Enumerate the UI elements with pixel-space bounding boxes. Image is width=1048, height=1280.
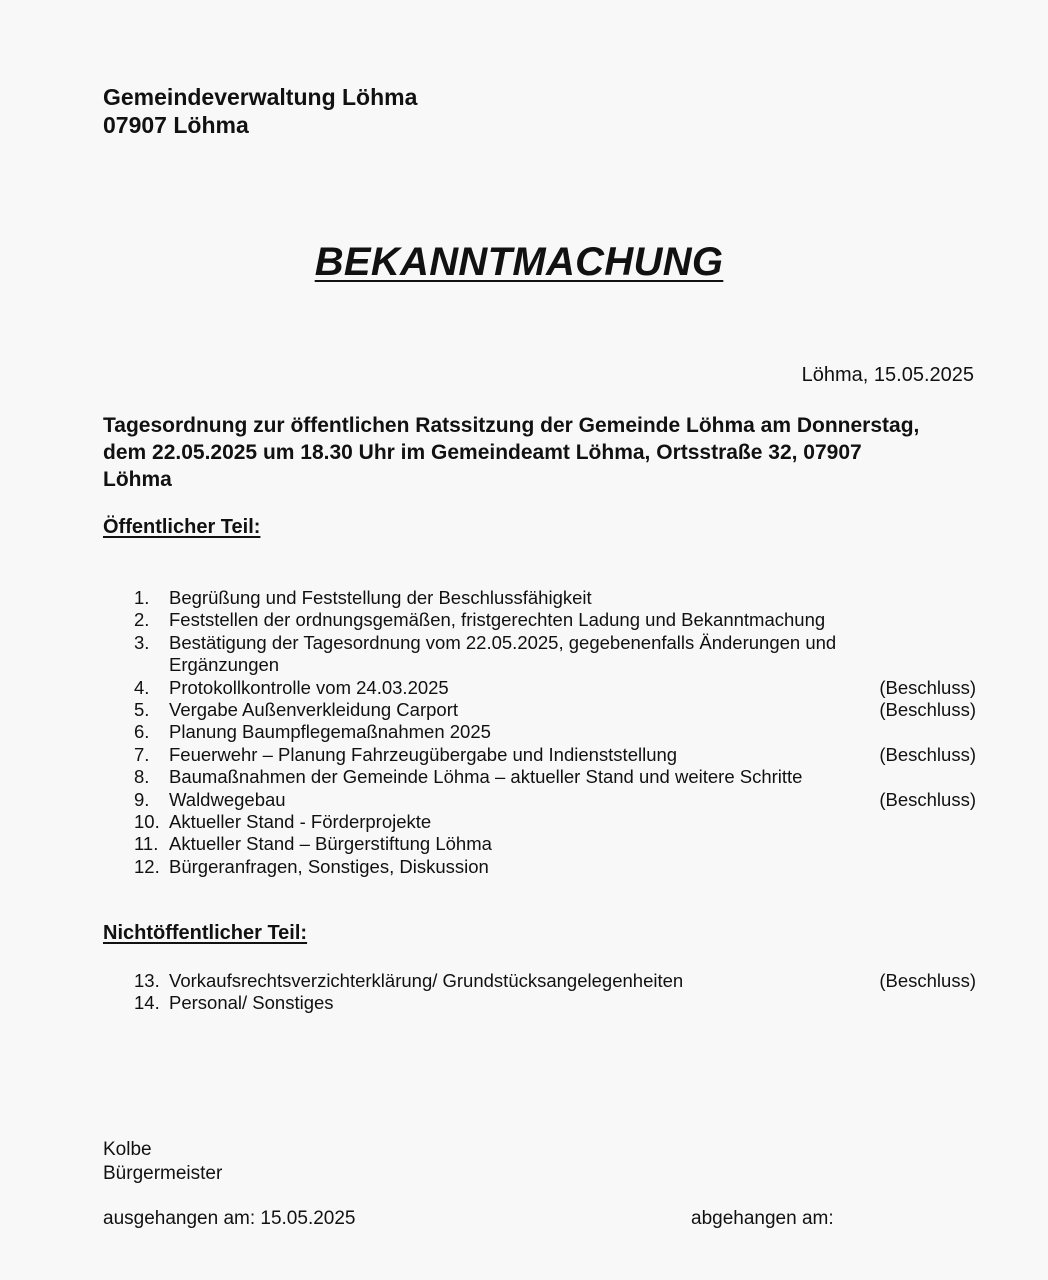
- agenda-item-note: (Beschluss): [879, 970, 976, 991]
- agenda-item-text: Bürgeranfragen, Sonstiges, Diskussion: [169, 855, 489, 877]
- agenda-item-number: 5.: [134, 699, 150, 721]
- agenda-item-number: 7.: [134, 743, 150, 765]
- agenda-item-number: 8.: [134, 766, 150, 788]
- public-section-label: Öffentlicher Teil:: [103, 516, 261, 538]
- agenda-item: [134, 766, 976, 788]
- agenda-item-text: Personal/ Sonstiges: [169, 992, 334, 1014]
- agenda-heading: Tagesordnung zur öffentlichen Ratssitzung der Gemeinde Löhma am Donnerstag, dem 22.05.2025 um 18.30 Uhr im Gemeindeamt Löhma, Ortsstraße 32, 07907 Löhma: [103, 414, 920, 491]
- agenda-item: [134, 856, 976, 878]
- agenda-item-text: Protokollkontrolle vom 24.03.2025: [169, 676, 449, 698]
- agenda-item-text: Aktueller Stand – Bürgerstiftung Löhma: [169, 833, 492, 855]
- sender-postcode-city: 07907 Löhma: [103, 112, 249, 138]
- agenda-item-text: Begrüßung und Feststellung der Beschlussfähigkeit: [169, 587, 592, 608]
- agenda-item-text: Vergabe Außenverkleidung Carport: [169, 699, 458, 721]
- agenda-item: [134, 744, 976, 766]
- document-title: BEKANNTMACHUNG: [314, 240, 724, 284]
- agenda-item: [134, 970, 976, 992]
- agenda-item: [134, 587, 976, 609]
- agenda-item-text: Aktueller Stand - Förderprojekte: [169, 811, 432, 833]
- agenda-item-number: 12.: [134, 855, 160, 877]
- agenda-item-number: 1.: [134, 587, 150, 608]
- agenda-item-number: 6.: [134, 721, 150, 743]
- signatory-name: Kolbe: [103, 1139, 152, 1160]
- agenda-item-number: 3.: [134, 631, 150, 653]
- agenda-item-text: Planung Baumpflegemaßnahmen 2025: [169, 721, 491, 743]
- posted-date: ausgehangen am: 15.05.2025: [103, 1208, 356, 1229]
- agenda-item-number: 9.: [134, 788, 150, 810]
- signature-block: [103, 1138, 222, 1186]
- public-agenda-list: [134, 587, 976, 878]
- agenda-item-text: Feuerwehr – Planung Fahrzeugübergabe und Indienststellung: [169, 743, 678, 765]
- agenda-item: [134, 833, 976, 855]
- agenda-item-text: Waldwegebau: [169, 788, 286, 810]
- sender-address: [103, 83, 417, 139]
- agenda-item: [134, 699, 976, 721]
- agenda-item-text: Feststellen der ordnungsgemäßen, fristgerechten Ladung und Bekanntmachung: [169, 609, 826, 631]
- agenda-item-note: (Beschluss): [879, 699, 976, 721]
- agenda-item: [134, 721, 976, 743]
- agenda-item-number: 2.: [134, 609, 150, 631]
- agenda-item: [134, 811, 976, 833]
- agenda-item: [134, 632, 976, 677]
- signatory-role: Bürgermeister: [103, 1163, 223, 1184]
- agenda-item-number: 4.: [134, 676, 150, 698]
- agenda-item-number: 14.: [134, 992, 160, 1014]
- private-agenda-list: [134, 970, 976, 1015]
- agenda-item-note: (Beschluss): [879, 743, 976, 765]
- agenda-item: [134, 677, 976, 699]
- agenda-item-text: Vorkaufsrechtsverzichterklärung/ Grundstücksangelegenheiten: [169, 970, 684, 991]
- agenda-item: [134, 789, 976, 811]
- agenda-item-text: Baumaßnahmen der Gemeinde Löhma – aktueller Stand und weitere Schritte: [169, 766, 803, 788]
- agenda-item: [134, 992, 976, 1014]
- agenda-item: [134, 609, 976, 631]
- agenda-item-number: 13.: [134, 970, 160, 991]
- removed-date: abgehangen am:: [691, 1208, 834, 1229]
- agenda-item-number: 10.: [134, 811, 160, 833]
- private-section-label: Nichtöffentlicher Teil:: [103, 922, 308, 944]
- agenda-item-number: 11.: [134, 833, 159, 855]
- agenda-item-note: (Beschluss): [879, 788, 976, 810]
- sender-name: Gemeindeverwaltung Löhma: [103, 84, 418, 110]
- agenda-item-text: Bestätigung der Tagesordnung vom 22.05.2025, gegebenenfalls Änderungen und Ergänzungen: [169, 631, 837, 676]
- place-date: Löhma, 15.05.2025: [801, 364, 974, 386]
- agenda-item-note: (Beschluss): [879, 676, 976, 698]
